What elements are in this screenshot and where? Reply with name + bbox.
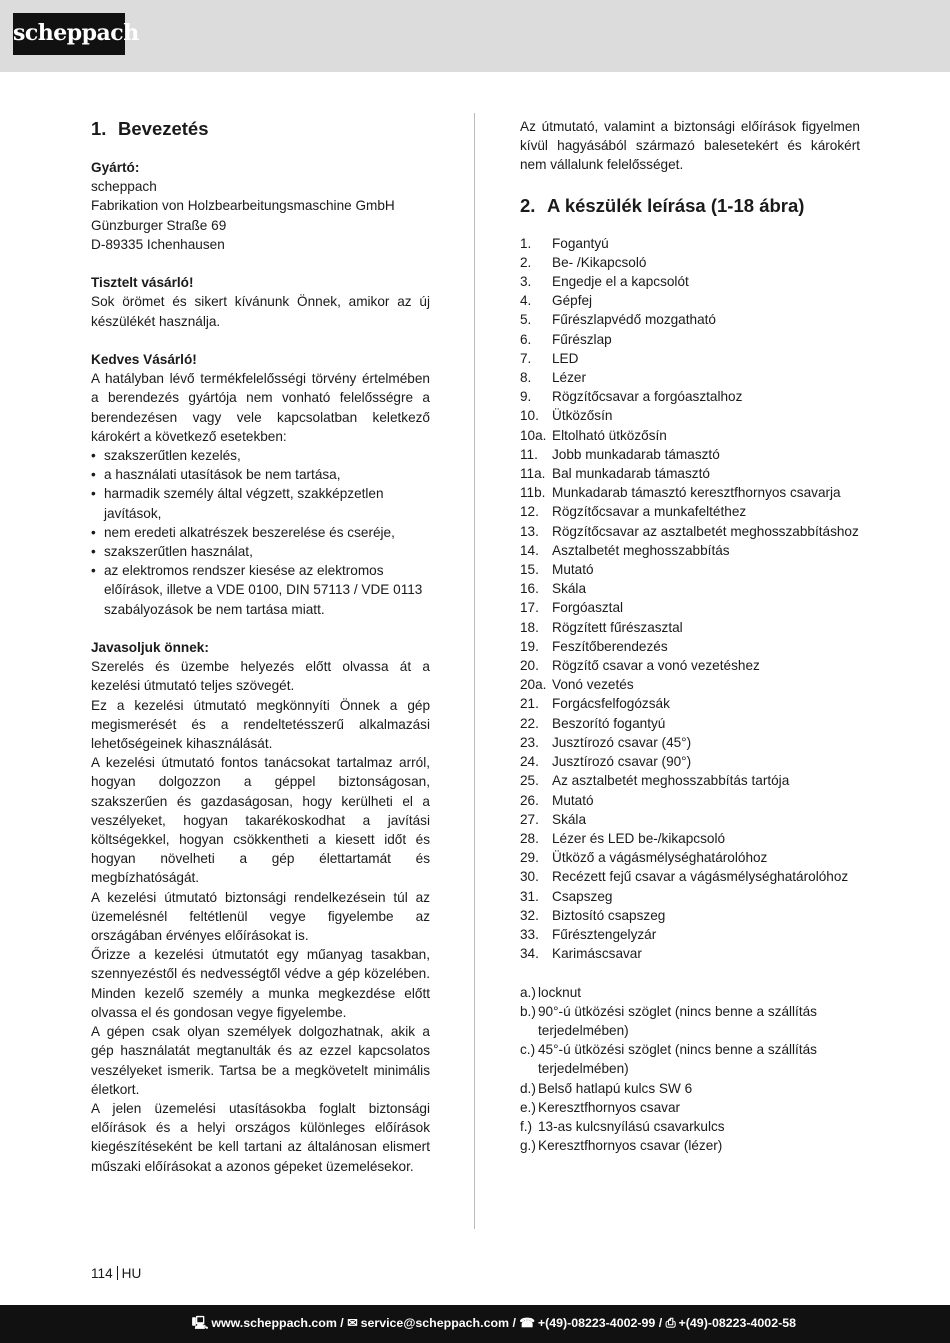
item-number: 20a. [520, 677, 547, 693]
computer-icon: 🖳 [191, 1316, 209, 1330]
list-item [520, 1040, 860, 1078]
item-text: 13-as kulcsnyílású csavarkulcs [538, 1118, 725, 1134]
item-number: 5. [520, 312, 532, 328]
section-number: 2. [520, 194, 536, 216]
item-text: Ütköző a vágásmélységhatárolóhoz [552, 850, 768, 866]
brand-logo: scheppach [13, 13, 125, 55]
customer-text: Sok örömet és sikert kívánunk Önnek, amikor az új készülékét használja. [91, 294, 430, 329]
item-text: Gépfej [552, 293, 593, 309]
item-number: e.) [520, 1099, 536, 1115]
item-text: Rögzítőcsavar az asztalbetét meghosszabbításhoz [552, 523, 859, 539]
liability-text: A hatályban lévő termékfelelősségi törvény értelmében a berendezés gyártója nem vonható felelősségre a berendezésen vagy vele kapcsolatban keletkező károkért a következő esetekben: [91, 371, 430, 444]
list-item: • az elektromos rendszer kiesése az elektromos előírások, illetve a VDE 0100, DIN 57113 / VDE 0113 szabályozások be nem tartása miatt. [91, 561, 430, 619]
page-language: HU [121, 1266, 142, 1281]
item-text: Az asztalbetét meghosszabbítás tartója [552, 773, 790, 789]
manufacturer-line: Günzburger Straße 69 [91, 217, 227, 233]
list-item [520, 810, 860, 829]
item-number: 11b. [520, 485, 546, 501]
list-item [520, 541, 860, 560]
item-text: Fűrészlapvédő mozgatható [552, 312, 716, 328]
item-number: 14. [520, 542, 539, 558]
column-divider [474, 113, 475, 1229]
list-item: • szakszerűtlen használat, [91, 542, 430, 561]
item-number: d.) [520, 1080, 536, 1096]
list-item [520, 1098, 860, 1117]
item-text: 90°-ú ütközési szöglet (nincs benne a szállítás terjedelmében) [538, 1003, 817, 1038]
page-number-separator [117, 1266, 118, 1280]
list-item [520, 752, 860, 771]
list-item [520, 848, 860, 867]
list-item [520, 656, 860, 675]
paragraph: Őrizze a kezelési útmutatót egy műanyag tasakban, szennyezéstől és nedvességtől védve a gép közelében. Minden kezelő személy a munka megkezdése előtt olvassa el és gondosan vegye figyelembe. [91, 947, 430, 1020]
item-number: f.) [520, 1118, 533, 1134]
item-number: 3. [520, 274, 532, 290]
list-item [520, 694, 860, 713]
section-heading-description [520, 194, 860, 218]
item-text: Belső hatlapú kulcs SW 6 [538, 1080, 693, 1096]
item-text: Rögzítő csavar a vonó vezetéshez [552, 658, 760, 674]
item-number: 32. [520, 907, 539, 923]
item-text: Asztalbetét meghosszabbítás [552, 542, 730, 558]
list-item [520, 637, 860, 656]
disclaimer-text: Az útmutató, valamint a biztonsági előírások figyelmen kívül hagyásából származó balesetekért és károkért nem vállalunk felelősséget. [520, 119, 860, 173]
item-text: Keresztfhornyos csavar [538, 1099, 681, 1115]
fax-icon: ⎙ [665, 1316, 676, 1330]
list-item [520, 887, 860, 906]
list-item [520, 983, 860, 1002]
left-column [91, 117, 430, 1176]
item-number: 29. [520, 850, 539, 866]
item-text: LED [552, 350, 579, 366]
footer-phone: +(49)-08223-4002-99 / [537, 1316, 663, 1330]
item-text: Mutató [552, 792, 594, 808]
paragraph: A kezelési útmutató fontos tanácsokat tartalmaz arról, hogyan dolgozzon a géppel biztonságosan, szakszerűen és gazdaságosan, hogy kerülheti el a veszélyeket, hogyan takarékoskodhat a javítási költségekkel, hogyan csökkentheti a kiesett időt és hogyan növelheti a gép élettartamát és megbízhatóságát. [91, 755, 430, 886]
paragraph: A gépen csak olyan személyek dolgozhatnak, akik a gép használatát megtanulták és az ezzel kapcsolatos veszélyeket ismerik. Tartsa be a megkövetelt minimális életkort. [91, 1024, 430, 1097]
list-item [520, 906, 860, 925]
item-number: 10a. [520, 427, 547, 443]
item-number: 24. [520, 754, 539, 770]
item-text: Feszítőberendezés [552, 638, 668, 654]
item-number: 11a. [520, 466, 546, 482]
list-item [520, 272, 860, 291]
item-number: 30. [520, 869, 539, 885]
list-item [520, 368, 860, 387]
section-heading-introduction [91, 117, 430, 141]
page-header [0, 0, 950, 72]
item-text: Be- /Kikapcsoló [552, 254, 647, 270]
list-item [520, 618, 860, 637]
item-text: Jobb munkadarab támasztó [552, 446, 720, 462]
list-item [520, 522, 860, 541]
manufacturer-line: Fabrikation von Holzbearbeitungsmaschine GmbH [91, 198, 395, 214]
liability-list [91, 446, 430, 619]
list-item [520, 1079, 860, 1098]
item-number: 22. [520, 715, 539, 731]
item-number: 31. [520, 888, 539, 904]
footer-website[interactable]: www.scheppach.com / [211, 1316, 344, 1330]
parts-list [520, 234, 860, 964]
item-text: Keresztfhornyos csavar (lézer) [538, 1138, 723, 1154]
item-number: 26. [520, 792, 539, 808]
item-number: 20. [520, 658, 539, 674]
list-item [520, 598, 860, 617]
section-title: Bevezetés [118, 118, 209, 139]
list-item [520, 771, 860, 790]
list-item [520, 733, 860, 752]
item-text: Lézer és LED be-/kikapcsoló [552, 830, 726, 846]
page-number-value: 114 [91, 1266, 113, 1281]
item-text: Vonó vezetés [552, 677, 634, 693]
list-item [520, 253, 860, 272]
item-text: Jusztírozó csavar (45°) [552, 734, 692, 750]
item-number: a.) [520, 984, 536, 1000]
section-number: 1. [91, 118, 107, 139]
page-footer [0, 1305, 950, 1343]
item-number: 4. [520, 293, 532, 309]
footer-email[interactable]: service@scheppach.com / [360, 1316, 516, 1330]
item-number: 6. [520, 331, 532, 347]
item-text: Fogantyú [552, 235, 609, 251]
item-number: g.) [520, 1138, 536, 1154]
list-item [520, 560, 860, 579]
right-column [520, 117, 860, 1155]
paragraph: Ez a kezelési útmutató megkönnyíti Önnek a gép megismerését és a rendeltetésszerű alkalmazási lehetőségeinek kihasználását. [91, 697, 430, 752]
paragraph: Szerelés és üzembe helyezés előtt olvassa át a kezelési útmutató teljes szövegét. [91, 659, 430, 694]
list-item [520, 925, 860, 944]
dear-label: Kedves Vásárló! [91, 352, 197, 367]
manufacturer-line: scheppach [91, 179, 157, 195]
list-item [520, 1136, 860, 1155]
list-item: • nem eredeti alkatrészek beszerelése és cseréje, [91, 523, 430, 542]
item-text: Forgácsfelfogózsák [552, 696, 670, 712]
email-icon: ✉ [347, 1316, 358, 1330]
customer-label: Tisztelt vásárló! [91, 275, 194, 291]
item-text: Ütközősín [552, 408, 613, 424]
customer-block [91, 273, 430, 331]
item-text: Jusztírozó csavar (90°) [552, 754, 692, 770]
item-number: 27. [520, 811, 539, 827]
item-number: 34. [520, 946, 539, 962]
list-item: • szakszerűtlen kezelés, [91, 446, 430, 465]
accessories-list [520, 983, 860, 1156]
item-text: Munkadarab támasztó keresztfhornyos csavarja [552, 485, 841, 501]
item-number: 10. [520, 408, 539, 424]
section-title: A készülék leírása (1-18 ábra) [547, 194, 805, 216]
list-item [520, 426, 860, 445]
list-item [520, 349, 860, 368]
list-item [520, 791, 860, 810]
item-number: 13. [520, 523, 539, 539]
item-text: Eltolható ütközősín [552, 427, 667, 443]
item-number: 23. [520, 734, 539, 750]
item-text: Rögzítőcsavar a munkafeltéthez [552, 504, 747, 520]
item-number: b.) [520, 1003, 536, 1019]
item-number: 9. [520, 389, 532, 405]
item-text: 45°-ú ütközési szöglet (nincs benne a szállítás terjedelmében) [538, 1042, 817, 1077]
phone-icon: ☎ [519, 1316, 535, 1330]
item-number: 7. [520, 350, 532, 366]
list-item [520, 1002, 860, 1040]
item-number: 15. [520, 562, 539, 578]
list-item [520, 1117, 860, 1136]
item-text: Rögzített fűrészasztal [552, 619, 683, 635]
item-text: Fűrészlap [552, 331, 612, 347]
paragraph: A kezelési útmutató biztonsági rendelkezésein túl az üzemelésnél feltétlenül vegye figyelembe az országában érvényes előírásokat is. [91, 889, 430, 944]
item-text: Bal munkadarab támasztó [552, 466, 710, 482]
item-text: Csapszeg [552, 888, 613, 904]
item-number: 1. [520, 235, 532, 251]
manufacturer-block [91, 158, 430, 254]
list-item [520, 502, 860, 521]
recommend-label: Javasoljuk önnek: [91, 640, 209, 656]
item-text: Skála [552, 811, 587, 827]
item-text: Beszorító fogantyú [552, 715, 666, 731]
list-item [520, 867, 860, 886]
item-number: 17. [520, 600, 539, 616]
item-number: 12. [520, 504, 539, 520]
recommend-block [91, 638, 430, 1176]
item-text: Skála [552, 581, 587, 597]
item-number: 2. [520, 254, 532, 270]
list-item [520, 291, 860, 310]
item-number: 19. [520, 638, 539, 654]
item-number: 8. [520, 370, 532, 386]
list-item [520, 234, 860, 253]
list-item [520, 829, 860, 848]
manufacturer-label: Gyártó: [91, 160, 140, 175]
list-item [520, 579, 860, 598]
list-item [520, 310, 860, 329]
paragraph: A jelen üzemelési utasításokba foglalt biztonsági előírások és a helyi országos különleges előírások kiegészítéseként be kell tartani az általánosan elismert műszaki előírásokat a azonos gépeket üzemelésekor. [91, 1100, 430, 1174]
list-item [520, 406, 860, 425]
list-item [520, 330, 860, 349]
footer-fax: +(49)-08223-4002-58 [678, 1316, 796, 1330]
item-number: 25. [520, 773, 539, 789]
item-text: Fűrésztengelyzár [552, 926, 657, 942]
item-text: Recézett fejű csavar a vágásmélységhatárolóhoz [552, 869, 849, 885]
item-number: 33. [520, 926, 539, 942]
manufacturer-line: D-89335 Ichenhausen [91, 236, 225, 252]
list-item: • harmadik személy által végzett, szakképzetlen javítások, [91, 484, 430, 522]
list-item [520, 483, 860, 502]
item-number: 21. [520, 696, 539, 712]
list-item [520, 387, 860, 406]
list-item: • a használati utasítások be nem tartása, [91, 465, 430, 484]
item-text: locknut [538, 984, 582, 1000]
item-text: Lézer [552, 370, 587, 386]
item-number: 28. [520, 830, 539, 846]
list-item [520, 445, 860, 464]
item-text: Mutató [552, 562, 594, 578]
list-item [520, 464, 860, 483]
list-item [520, 944, 860, 963]
liability-block [91, 350, 430, 619]
item-text: Rögzítőcsavar a forgóasztalhoz [552, 389, 743, 405]
item-text: Biztosító csapszeg [552, 907, 666, 923]
item-number: c.) [520, 1042, 536, 1058]
list-item [520, 675, 860, 694]
page-number [91, 1265, 141, 1283]
item-number: 16. [520, 581, 539, 597]
item-text: Karimáscsavar [552, 946, 642, 962]
list-item [520, 714, 860, 733]
item-text: Engedje el a kapcsolót [552, 274, 689, 290]
item-number: 18. [520, 619, 539, 635]
item-text: Forgóasztal [552, 600, 624, 616]
item-number: 11. [520, 446, 538, 462]
